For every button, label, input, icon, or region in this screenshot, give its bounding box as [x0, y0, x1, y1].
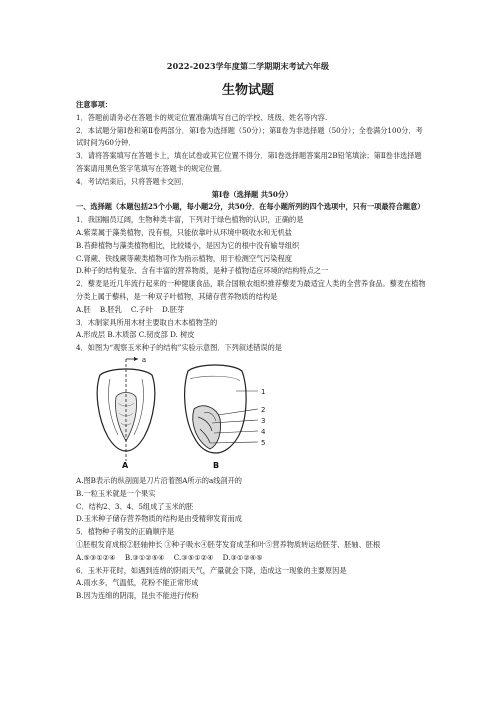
exam-body	[76, 99, 428, 603]
q4-option-d: D.玉米种子储存营养物质的结构是由受精卵发育而成	[76, 514, 242, 524]
q5-options	[76, 552, 428, 565]
q5-option-a: A.⑤③①②④	[76, 552, 116, 562]
q6-option-b: B.因为连绵的阴雨，昆虫不能进行传粉	[76, 591, 199, 601]
mark-2-label: 2	[261, 405, 266, 414]
corn-seed-diagram	[86, 357, 286, 469]
q4-option-c: C．结构2、3、4、5组成了玉米的胚	[76, 501, 194, 511]
q5-option-b: B.③①②⑤④	[124, 552, 165, 562]
q6-stem: 6．玉米开花时，如遇到连绵的阴雨天气，产量就会下降，造成这一现象的主要原因是	[76, 565, 347, 575]
notice-item-1: 1．答题前请务必在答题卡的规定位置准确填写自己的学校、班级、姓名等内容.	[76, 112, 328, 122]
q1-option-b: B.苔藓植物与藻类植物相比，比较矮小，是因为它的根中没有输导组织	[76, 240, 300, 250]
q1-option-d: D.种子的结构复杂、含有丰富的营养物质，是种子植物适应环境的结构特点之一	[76, 266, 329, 276]
q5-option-c: C.③⑤①②④	[173, 552, 214, 562]
q5-stem: 5．植物种子萌发的正确顺序是	[76, 527, 175, 537]
mark-1-label: 1	[261, 387, 266, 396]
q2-option-b: B.胚乳	[99, 304, 122, 314]
q1-option-a: A.紫菜属于藻类植物，没有根，只能依靠叶从环境中吸收水和无机盐	[76, 227, 292, 237]
q1-option-c: C.肾蕨、铁线蕨等蕨类植物可作为指示植物，用于检测空气污染程度	[76, 253, 292, 263]
q5-steps: ①胚根发育成根②胚轴伸长 ③种子吸水④胚芽发育成茎和叶⑤营养物质转运给胚芽、胚轴、胚根	[76, 539, 381, 549]
q4-stem: 4．如图为“观察玉米种子的结构”实验示意图．下列叙述错误的是	[76, 343, 282, 353]
q6-option-a: A.雨水多，气温低，花粉不能正常形成	[76, 578, 199, 588]
figure-label-b: B	[213, 460, 220, 469]
q4-option-b: B.一粒玉米就是一个果实	[76, 488, 156, 498]
notice-item-4: 4．考试结束后，只将答题卡交回．	[76, 176, 189, 186]
q2-stem: 2．藜麦是近几年流行起来的一种健康食品，联合国粮农组织推荐藜麦为最适宜人类的全营养食品。藜麦在植物分类上属于藜科，是一种双子叶植物，其储存营养物质的结构是	[76, 279, 426, 301]
q2-option-d: D.胚芽	[161, 304, 185, 314]
part1-heading: 第Ⅰ卷（选择题 共50分）	[211, 189, 293, 199]
exam-title: 2022-2023学年度第二学期期末考试六年级	[166, 61, 330, 71]
figure-label-a: A	[122, 460, 129, 469]
notice-item-3: 3．请将答案填写在答题卡上，填在试卷或其它位置不得分．第Ⅰ卷选择题答案用2B铅笔填涂；第Ⅱ卷非选择题答案请用黑色签字笔填写在答题卡的规定位置．	[76, 151, 422, 173]
section-intro: 一、选择题（本题包括25个小题，每小题2分，共50分．在每小题所列的四个选项中，只有一项最符合题意）	[76, 202, 425, 212]
mark-5-label: 5	[261, 438, 266, 447]
q3-options: A.形成层 B.木质部 C.韧皮部 D. 树皮	[76, 330, 195, 340]
subject-title: 生物试题	[221, 83, 274, 98]
q2-options	[76, 304, 428, 317]
notice-item-2: 2．本试题分第Ⅰ卷和第Ⅱ卷两部分．第Ⅰ卷为选择题（50分）；第Ⅱ卷为非选择题（50分）；全卷满分100分．考试时间为60分钟．	[76, 125, 423, 148]
q2-option-c: C.子叶	[130, 304, 153, 314]
q4-option-a: A.图B表示的纵剖面是刀片沿着图A所示的a线剖开的	[76, 475, 242, 485]
corn-seed-figure	[76, 357, 428, 469]
mark-a-label: a	[142, 356, 147, 364]
q2-option-a: A.胚	[76, 304, 91, 314]
notice-heading: 注意事项：	[76, 100, 112, 109]
mark-3-label: 3	[261, 416, 266, 425]
q3-stem: 3．木制家具所用木材主要取自木本植物茎的	[76, 317, 218, 327]
mark-4-label: 4	[261, 427, 266, 436]
q5-option-d: D.③①②④⑤	[222, 552, 263, 562]
q1-stem: 1．我国幅员辽阔，生物种类丰富，下列对于绿色植物的认识，正确的是	[76, 215, 304, 225]
